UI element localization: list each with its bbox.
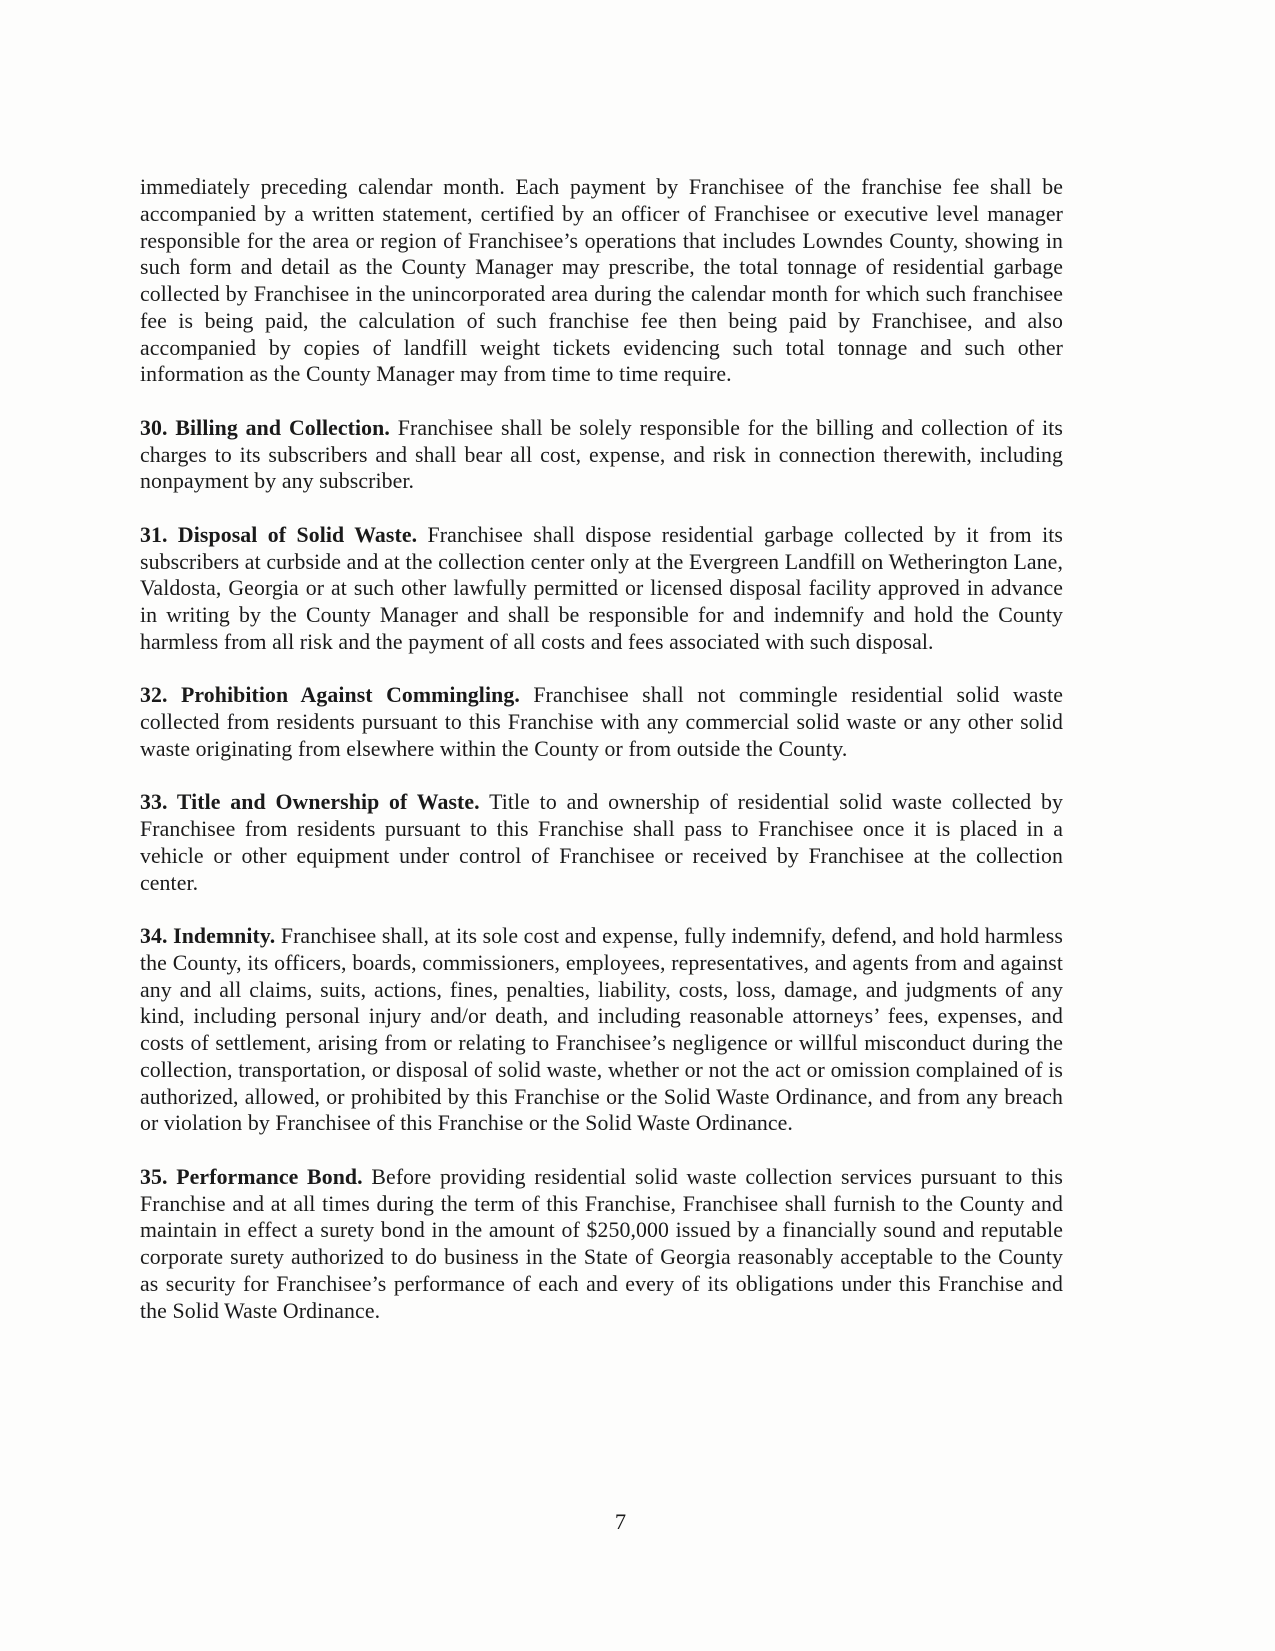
section-30-heading: 30. Billing and Collection. xyxy=(140,415,390,440)
section-32-body: Franchisee shall not commingle residential solid waste collected from residents pursuant to this Franchise with any commercial solid waste or any other solid waste originating from elsewhere within the County or from outside the County. xyxy=(140,683,1063,761)
paragraph-continuation: immediately preceding calendar month. Each payment by Franchisee of the franchise fee shall be accompanied by a written statement, certified by an officer of Franchisee or executive level manager responsible for the area or region of Franchisee’s operations that includes Lowndes County, showing in such form and detail as the County Manager may prescribe, the total tonnage of residential garbage collected by Franchisee in the unincorporated area during the calendar month for which such franchisee fee is being paid, the calculation of such franchise fee then being paid by Franchisee, and also accompanied by copies of landfill weight tickets evidencing such total tonnage and such other information as the County Manager may from time to time require. xyxy=(140,175,1063,387)
section-33-title-and-ownership-of-waste xyxy=(140,789,1063,896)
page-content xyxy=(140,174,1063,1324)
section-31-disposal-of-solid-waste xyxy=(140,522,1063,656)
section-30-billing-and-collection xyxy=(140,415,1063,495)
section-34-body: Franchisee shall, at its sole cost and expense, fully indemnify, defend, and hold harmless the County, its officers, boards, commissioners, employees, representatives, and agents from and against any and all claims, suits, actions, fines, penalties, liability, costs, loss, damage, and judgments of any kind, including personal injury and/or death, and including reasonable attorneys’ fees, expenses, and costs of settlement, arising from or relating to Franchisee’s negligence or willful misconduct during the collection, transportation, or disposal of solid waste, whether or not the act or omission complained of is authorized, allowed, or prohibited by this Franchise or the Solid Waste Ordinance, and from any breach or violation by Franchisee of this Franchise or the Solid Waste Ordinance. xyxy=(140,924,1063,1136)
section-30-body: Franchisee shall be solely responsible for the billing and collection of its charges to its subscribers and shall bear all cost, expense, and risk in connection therewith, including nonpayment by any subscriber. xyxy=(140,415,1063,494)
section-33-body: Title to and ownership of residential solid waste collected by Franchisee from residents pursuant to this Franchise shall pass to Franchisee once it is placed in a vehicle or other equipment under control of Franchisee or received by Franchisee at the collection center. xyxy=(140,790,1063,895)
section-33-heading: 33. Title and Ownership of Waste. xyxy=(140,790,480,815)
section-35-heading: 35. Performance Bond. xyxy=(140,1164,363,1189)
section-31-body: Franchisee shall dispose residential garbage collected by it from its subscribers at curbside and at the collection center only at the Evergreen Landfill on Wetherington Lane, Valdosta, Georgia or at such other lawfully permitted or licensed disposal facility approved in advance in writing by the County Manager and shall be responsible for and indemnify and hold the County harmless from all risk and the payment of all costs and fees associated with such disposal. xyxy=(140,522,1063,654)
page-number: 7 xyxy=(614,1509,627,1534)
section-32-heading: 32. Prohibition Against Commingling. xyxy=(140,683,520,708)
section-32-prohibition-against-commingling xyxy=(140,682,1063,762)
section-34-heading: 34. Indemnity. xyxy=(140,924,276,948)
section-31-heading: 31. Disposal of Solid Waste. xyxy=(140,522,418,547)
section-34-indemnity xyxy=(140,923,1063,1137)
section-35-performance-bond xyxy=(140,1164,1063,1325)
section-35-body: Before providing residential solid waste collection services pursuant to this Franchise and at all times during the term of this Franchise, Franchisee shall furnish to the County and maintain in effect a surety bond in the amount of $250,000 issued by a financially sound and reputable corporate surety authorized to do business in the State of Georgia reasonably acceptable to the County as security for Franchisee’s performance of each and every of its obligations under this Franchise and the Solid Waste Ordinance. xyxy=(140,1164,1063,1323)
